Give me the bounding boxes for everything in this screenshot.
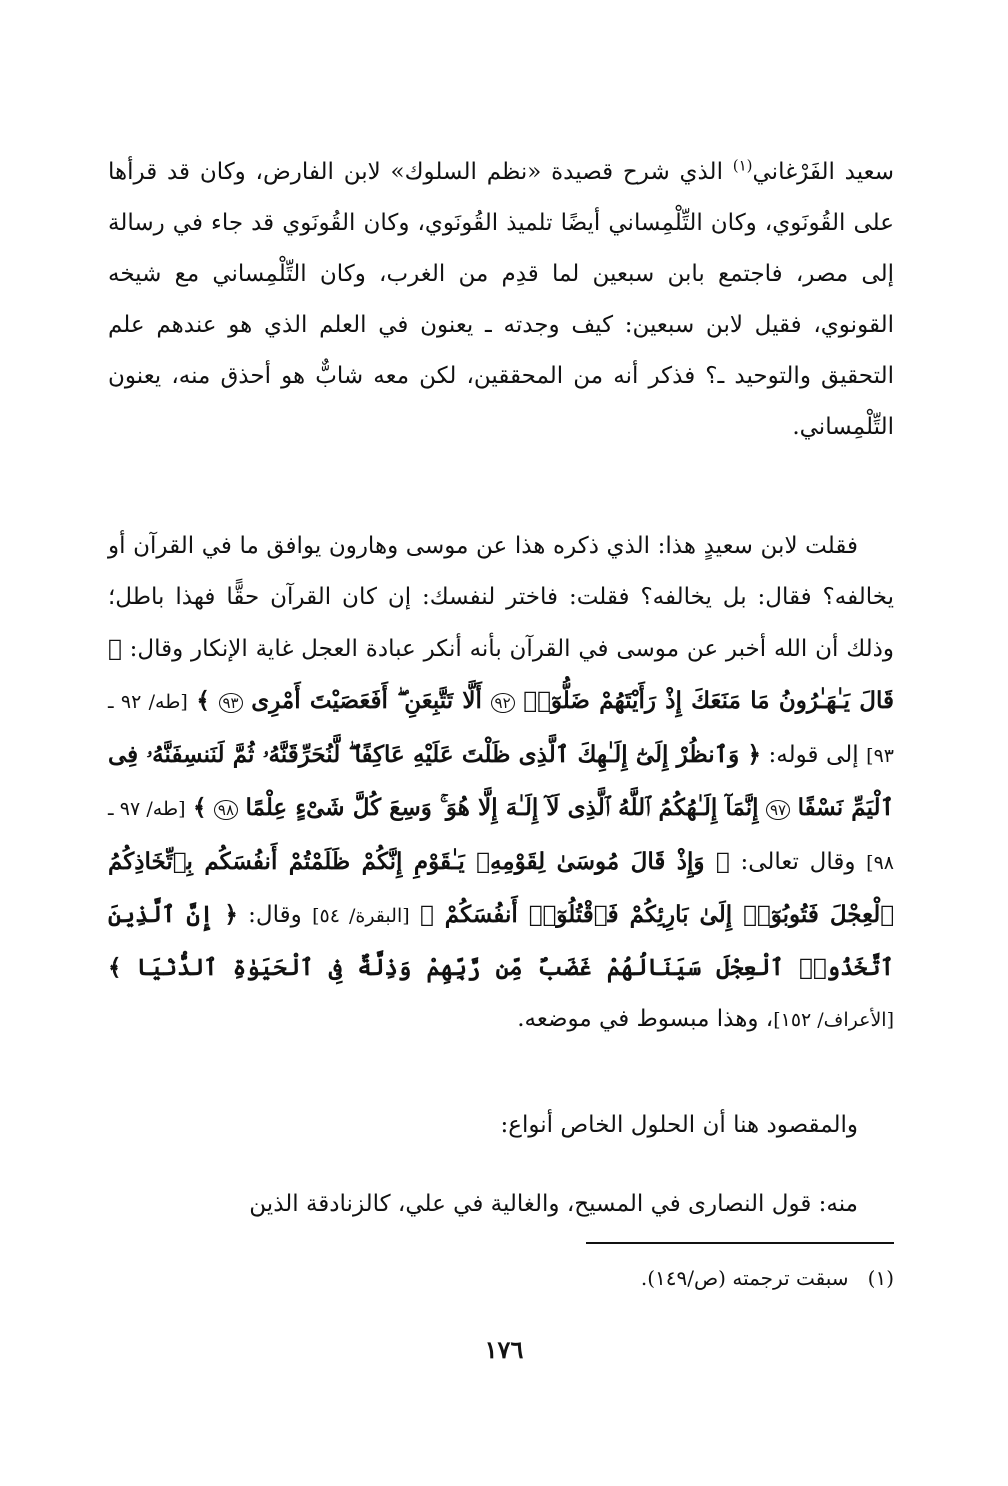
footnote-separator xyxy=(586,1242,894,1244)
paragraph-4: منه: قول النصارى في المسيح، والغالية في علي، كالزنادقة الذين xyxy=(249,1191,858,1217)
paragraph-3: والمقصود هنا أن الحلول الخاص أنواع: xyxy=(500,1112,858,1138)
footnote-text: سبقت ترجمته (ص/١٤٩). xyxy=(640,1266,849,1290)
quran-quote-baqarah-54: ﴿ وَإِذْ قَالَ مُوسَىٰ لِقَوْمِهِۦ يَـٰقَوْمِ إِنَّكُمْ ظَلَمْتُمْ أَنفُسَكُم بِٱتِّخَاذِكُمُ ٱلْعِجْلَ فَتُوبُوٓا۟ إِلَىٰ بَارِئِكُمْ فَٱقْتُلُوٓا۟ أَنفُسَكُمْ ﴾ xyxy=(108,848,895,928)
quran-reference: [الأعراف/ ١٥٢] xyxy=(773,1009,894,1031)
quran-quote-taha-93: أَلَّا تَتَّبِعَنِ ۖ أَفَعَصَيْتَ أَمْرِى xyxy=(251,687,482,714)
paragraph-2 xyxy=(108,521,894,1046)
paragraph-1 xyxy=(108,147,894,453)
quran-close-bracket: ﴾ xyxy=(192,794,207,821)
connector-text: وقال: xyxy=(248,902,302,928)
paragraph-1-text: الذي شرح قصيدة «نظم السلوك» لابن الفارض، وكان قد قرأها على القُونَوي، وكان التِّلْمِساني أيضًا تلميذ القُونَوي، وكان القُونَوي قد جاء في رسالة إلى مصر، فاجتمع بابن سبعين لما قدِم من الغرب، وكان التِّلْمِساني مع شيخه القونوي، فقيل لابن سبعين: كيف وجدته ـ يعنون في العلم الذي هو عندهم علم التحقيق والتوحيد ـ؟ فذكر أنه من المحققين، لكن معه شابٌّ هو أحذق منه، يعنون التِّلْمِساني. xyxy=(108,159,894,440)
verse-number: ٩٣ xyxy=(219,693,243,713)
verse-number: ٩٧ xyxy=(766,800,790,820)
connector-text: إلى قوله: xyxy=(768,742,859,768)
footnote xyxy=(108,1263,894,1293)
quran-reference: [طه/ ٩٧ ـ ٩٨] xyxy=(108,798,895,874)
verse-number: ٩٢ xyxy=(491,693,515,713)
quran-quote-taha-98: إِنَّمَآ إِلَـٰهُكُمُ ٱللَّهُ ٱلَّذِى لَآ إِلَـٰهَ إِلَّا هُوَ ۚ وَسِعَ كُلَّ شَىْءٍ عِلْمًا xyxy=(245,794,759,821)
paragraph-1-lead: سعيد الفَرْغاني xyxy=(752,159,894,185)
page-number: ١٧٦ xyxy=(484,1335,524,1364)
quran-quote-taha-97: ﴿ وَٱنظُرْ إِلَىٰٓ إِلَـٰهِكَ ٱلَّذِى ظَلْتَ عَلَيْهِ عَاكِفًا ۖ لَّنُحَرِّقَنَّهُۥ ثُمَّ لَنَنسِفَنَّهُۥ فِى ٱلْيَمِّ نَسْفًا xyxy=(108,741,895,821)
footnote-marker: (١) xyxy=(867,1266,894,1290)
quran-quote-taha-92: ﴿ قَالَ يَـٰهَـٰرُونُ مَا مَنَعَكَ إِذْ رَأَيْتَهُمْ ضَلُّوٓا۟ xyxy=(108,635,895,714)
paragraph-2-outro: ، وهذا مبسوط في موضعه. xyxy=(517,1006,774,1032)
quran-quote-araf-152: ﴿ إِنَّ ٱلَّذِينَ ٱتَّخَذُوا۟ ٱلْعِجْلَ سَيَنَالُهُمْ غَضَبٌ مِّن رَّبِّهِمْ وَذِلَّةٌ فِى ٱلْحَيَوٰةِ ٱلدُّنْيَا ﴾ xyxy=(108,901,894,981)
quran-close-bracket: ﴾ xyxy=(196,687,210,714)
footnote-reference[interactable]: (١) xyxy=(732,156,753,175)
verse-number: ٩٨ xyxy=(214,800,238,820)
connector-text: وقال تعالى: xyxy=(740,849,856,875)
quran-reference: [البقرة/ ٥٤] xyxy=(312,905,410,927)
quran-reference: [طه/ ٩٢ ـ ٩٣] xyxy=(108,691,894,767)
paragraph-2-intro: فقلت لابن سعيدٍ هذا: الذي ذكره هذا عن موسى وهارون يوافق ما في القرآن أو يخالفه؟ فقال: بل يخالفه؟ فقلت: فاختر لنفسك: إن كان القرآن حقًّا فهذا باطل؛ وذلك أن الله أخبر عن موسى في القرآن بأنه أنكر عبادة العجل غاية الإنكار وقال: xyxy=(108,533,894,662)
